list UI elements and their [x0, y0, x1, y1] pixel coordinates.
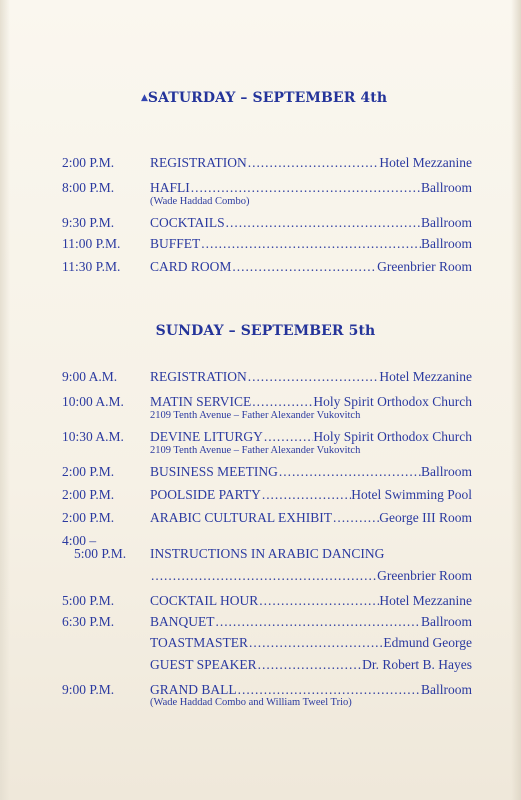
sunday-heading: SUNDAY – SEPTEMBER 5th	[155, 323, 376, 339]
event-time: 8:00 P.M.	[62, 180, 115, 195]
event-name: HAFLI	[150, 180, 190, 195]
event-line	[150, 568, 472, 584]
event-line	[150, 635, 472, 651]
event-place: Ballroom	[421, 614, 472, 629]
event-time: 11:30 P.M.	[62, 259, 121, 274]
dot-leader	[190, 180, 421, 196]
event-line	[150, 593, 472, 609]
event-time: 10:30 A.M.	[62, 429, 124, 444]
event-time: 9:00 P.M.	[62, 682, 115, 697]
event-name: BUFFET	[150, 236, 201, 251]
event-place: Dr. Robert B. Hayes	[362, 657, 472, 672]
event-time: 9:30 P.M.	[62, 215, 115, 230]
event-line	[150, 657, 472, 673]
event-time: 10:00 A.M.	[62, 394, 124, 409]
event-name: COCKTAILS	[150, 215, 225, 230]
event-line	[150, 682, 472, 698]
event-name: CARD ROOM	[150, 259, 232, 274]
bullet-mark-icon: ▲	[141, 93, 148, 103]
event-time: 2:00 P.M.	[62, 464, 115, 479]
event-place: Hotel Mezzanine	[379, 593, 472, 608]
event-time: 2:00 P.M.	[62, 155, 115, 170]
event-line	[150, 369, 472, 385]
event-note: 2109 Tenth Avenue – Father Alexander Vukovitch	[150, 410, 361, 421]
dot-leader	[225, 215, 421, 231]
dot-leader	[247, 369, 380, 385]
event-time: 2:00 P.M.	[62, 510, 115, 525]
event-name: GRAND BALL	[150, 682, 237, 697]
paper-edge-left	[0, 0, 10, 800]
event-place: George III Room	[379, 510, 472, 525]
dot-leader	[332, 510, 379, 526]
event-line	[150, 394, 472, 410]
event-name: TOASTMASTER	[150, 635, 249, 650]
event-line	[150, 429, 472, 445]
dot-leader	[237, 682, 421, 698]
event-place: Hotel Swimming Pool	[351, 487, 472, 502]
event-line	[150, 155, 472, 171]
event-line	[150, 180, 472, 196]
event-line	[150, 464, 472, 480]
paper-edge-right	[511, 0, 521, 800]
event-place: Hotel Mezzanine	[379, 155, 472, 170]
event-line	[150, 259, 472, 275]
dot-leader	[257, 657, 362, 673]
event-place: Greenbrier Room	[377, 568, 472, 583]
dot-leader	[231, 259, 377, 275]
event-name: REGISTRATION	[150, 369, 247, 384]
event-name: INSTRUCTIONS IN ARABIC DANCING	[150, 546, 385, 561]
event-line	[150, 487, 472, 503]
event-note: (Wade Haddad Combo)	[150, 196, 250, 207]
event-place: Hotel Mezzanine	[379, 369, 472, 384]
saturday-heading: SATURDAY – SEPTEMBER 4th	[147, 90, 388, 106]
event-name: POOLSIDE PARTY	[150, 487, 261, 502]
event-place: Holy Spirit Orthodox Church	[313, 429, 472, 444]
event-place: Edmund George	[383, 635, 472, 650]
dot-leader	[251, 394, 313, 410]
dot-leader	[150, 568, 377, 584]
event-place: Ballroom	[421, 215, 472, 230]
dot-leader	[247, 155, 380, 171]
dot-leader	[261, 487, 351, 503]
event-line	[150, 614, 472, 630]
event-place: Ballroom	[421, 464, 472, 479]
event-name: BANQUET	[150, 614, 215, 629]
event-time: 9:00 A.M.	[62, 369, 118, 384]
event-line	[150, 215, 472, 231]
event-time: 6:30 P.M.	[62, 614, 115, 629]
event-place: Ballroom	[421, 236, 472, 251]
dot-leader	[278, 464, 421, 480]
event-line	[150, 510, 472, 526]
event-name: BUSINESS MEETING	[150, 464, 278, 479]
dot-leader	[200, 236, 421, 252]
event-time-end: 5:00 P.M.	[74, 546, 127, 561]
dot-leader	[258, 593, 379, 609]
event-name: DEVINE LITURGY	[150, 429, 263, 444]
event-place: Holy Spirit Orthodox Church	[313, 394, 472, 409]
event-name: REGISTRATION	[150, 155, 247, 170]
dot-leader	[215, 614, 422, 630]
event-time: 5:00 P.M.	[62, 593, 115, 608]
event-time: 4:00 –	[62, 533, 97, 548]
event-place: Ballroom	[421, 180, 472, 195]
event-name: COCKTAIL HOUR	[150, 593, 259, 608]
dot-leader	[248, 635, 383, 651]
event-name: GUEST SPEAKER	[150, 657, 257, 672]
event-line	[150, 236, 472, 252]
event-time: 11:00 P.M.	[62, 236, 121, 251]
event-name: MATIN SERVICE	[150, 394, 252, 409]
event-place: Ballroom	[421, 682, 472, 697]
event-name: ARABIC CULTURAL EXHIBIT	[150, 510, 332, 525]
event-place: Greenbrier Room	[377, 259, 472, 274]
event-note: 2109 Tenth Avenue – Father Alexander Vukovitch	[150, 445, 361, 456]
event-note: (Wade Haddad Combo and William Tweel Trio)	[150, 697, 352, 708]
dot-leader	[263, 429, 314, 445]
event-time: 2:00 P.M.	[62, 487, 115, 502]
